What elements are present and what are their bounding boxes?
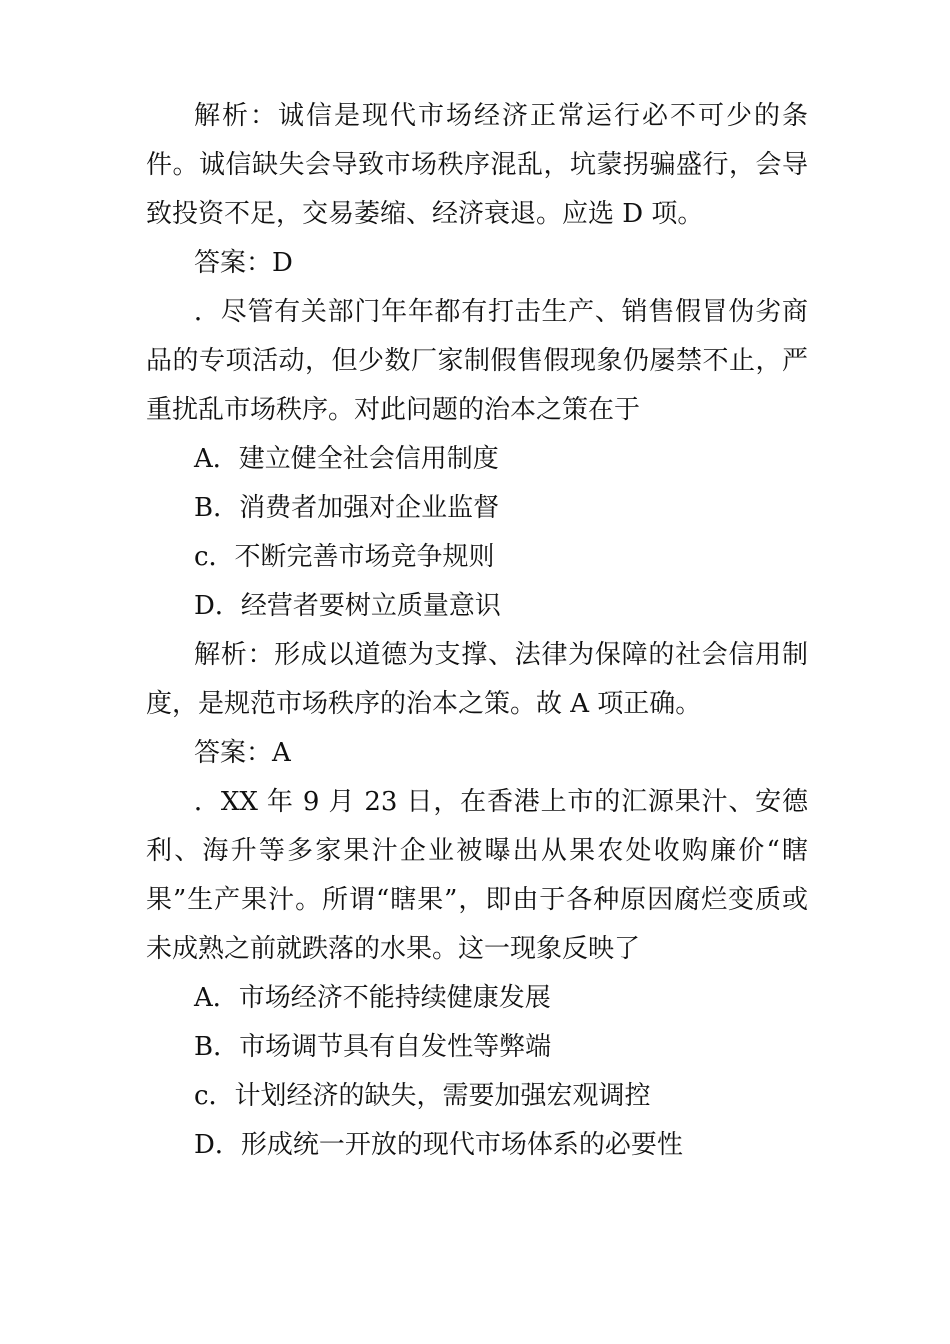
answer-line: 答案：D — [194, 248, 293, 278]
option-d: D．形成统一开放的现代市场体系的必要性 — [194, 1130, 683, 1160]
option-a: A．市场经济不能持续健康发展 — [194, 983, 551, 1013]
option-c: c．计划经济的缺失，需要加强宏观调控 — [194, 1081, 651, 1111]
option-a: A．建立健全社会信用制度 — [194, 444, 499, 474]
option-b: B．消费者加强对企业监督 — [194, 493, 500, 523]
analysis-paragraph: 解析：形成以道德为支撑、法律为保障的社会信用制度，是规范市场秩序的治本之策。故 A 项正确。 — [146, 640, 808, 719]
option-d: D．经营者要树立质量意识 — [194, 591, 501, 621]
document-body — [146, 92, 808, 1170]
question-stem: ．XX 年 9 月 23 日，在香港上市的汇源果汁、安德利、海升等多家果汁企业被曝出从果农处收购廉价“瞎果”生产果汁。所谓“瞎果”，即由于各种原因腐烂变质或未成熟之前就跌落的水果。这一现象反映了 — [146, 787, 808, 964]
option-b: B．市场调节具有自发性等弊端 — [194, 1032, 552, 1062]
answer-line: 答案：A — [194, 738, 291, 768]
question-stem: ．尽管有关部门年年都有打击生产、销售假冒伪劣商品的专项活动，但少数厂家制假售假现象仍屡禁不止，严重扰乱市场秩序。对此问题的治本之策在于 — [146, 297, 808, 425]
analysis-paragraph: 解析：诚信是现代市场经济正常运行必不可少的条件。诚信缺失会导致市场秩序混乱，坑蒙拐骗盛行，会导致投资不足，交易萎缩、经济衰退。应选 D 项。 — [146, 101, 808, 229]
option-c: c．不断完善市场竞争规则 — [194, 542, 495, 572]
